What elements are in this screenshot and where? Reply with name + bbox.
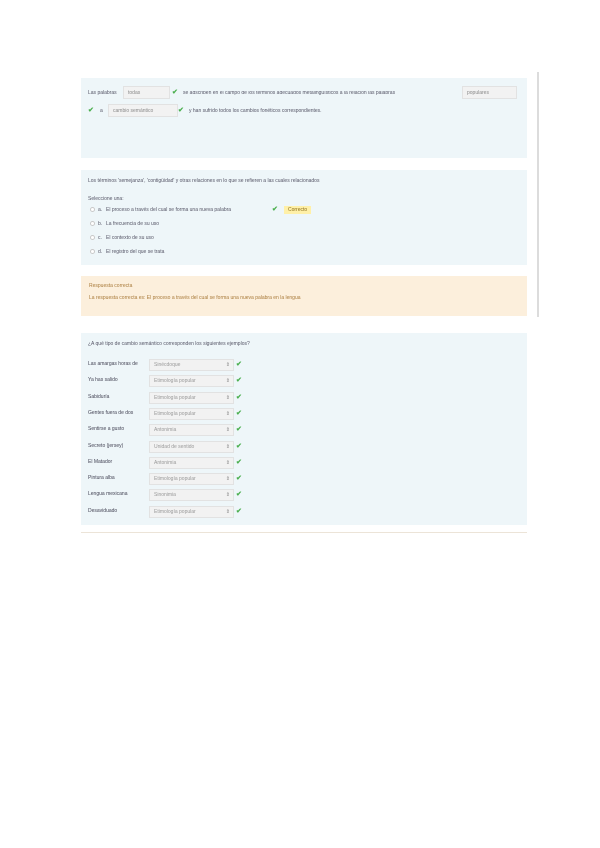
match-row-label: Desaviduado — [88, 508, 118, 514]
check-icon: ✔ — [236, 491, 242, 498]
option-b-letter: b. — [98, 221, 103, 227]
q1-line1-mid: se adscriben en el campo de los términos adecuados metalingüísticos a la relación las palabras — [183, 91, 396, 96]
divider — [81, 532, 527, 533]
match-row-select[interactable] — [149, 408, 234, 420]
q3-question: ¿A qué tipo de cambio semántico corresponden los siguientes ejemplos? — [88, 341, 250, 347]
q1-line1-prefix: Las palabras — [88, 90, 117, 96]
option-b-radio[interactable] — [90, 221, 95, 226]
match-row-select[interactable] — [149, 441, 234, 453]
match-row-label: Lengua mexicana — [88, 491, 128, 497]
q1-line2-suffix: y han sufrido todos los cambios fonéticos correspondientes. — [189, 108, 322, 114]
match-row-value: Etimología popular — [154, 476, 196, 482]
match-row-label: Secreto (jersey) — [88, 443, 124, 449]
match-row-label: Sabiduría — [88, 394, 110, 400]
match-row-select[interactable] — [149, 473, 234, 485]
match-row-label: Ya has salido — [88, 377, 118, 383]
q1-answer2-field[interactable]: populares — [462, 86, 517, 99]
dropdown-arrow-icon: ⇕ — [225, 411, 230, 417]
check-icon: ✔ — [178, 107, 184, 114]
dropdown-arrow-icon: ⇕ — [225, 492, 230, 498]
match-row-value: Etimología popular — [154, 378, 196, 384]
match-row-select[interactable] — [149, 506, 234, 518]
match-row-value: Unidad de sentido — [154, 444, 195, 450]
dropdown-arrow-icon: ⇕ — [225, 444, 230, 450]
check-icon: ✔ — [88, 107, 94, 114]
correct-badge: Correcto — [284, 206, 311, 214]
q2-select-label: Seleccione una: — [88, 196, 124, 202]
match-row-select[interactable] — [149, 489, 234, 501]
q1-answer3-field[interactable]: cambio semántico — [108, 104, 178, 117]
option-c-radio[interactable] — [90, 235, 95, 240]
check-icon: ✔ — [236, 508, 242, 515]
feedback-title: Respuesta correcta — [89, 283, 133, 289]
option-d-text[interactable]: El registro del que se trata — [106, 249, 165, 255]
option-b-text[interactable]: La frecuencia de su uso — [106, 221, 160, 227]
match-row-value: Antonimia — [154, 427, 177, 433]
match-row-select[interactable] — [149, 392, 234, 404]
match-row-select[interactable] — [149, 457, 234, 469]
option-c-letter: c. — [98, 235, 102, 241]
q2-question: Los términos 'semejanza', 'contigüidad' y otras relaciones en lo que se refieren a las cuales relacionados — [88, 178, 320, 184]
dropdown-arrow-icon: ⇕ — [225, 362, 230, 368]
match-row-value: Antonimia — [154, 460, 177, 466]
match-row-value: Etimología popular — [154, 509, 196, 515]
dropdown-arrow-icon: ⇕ — [225, 476, 230, 482]
match-row-value: Sinécdoque — [154, 362, 181, 368]
match-row-value: Etimología popular — [154, 395, 196, 401]
dropdown-arrow-icon: ⇕ — [225, 460, 230, 466]
match-row-select[interactable] — [149, 375, 234, 387]
match-row-select[interactable] — [149, 359, 234, 371]
match-row-value: Sinonimia — [154, 492, 176, 498]
match-row-label: Sentirse a gusto — [88, 426, 125, 432]
option-c-text[interactable]: El contexto de su uso — [106, 235, 154, 241]
match-row-label: Las amargas horas de — [88, 361, 138, 367]
match-row-label: Gentes fuera de dos — [88, 410, 134, 416]
question-card-3 — [81, 333, 527, 525]
dropdown-arrow-icon: ⇕ — [225, 378, 230, 384]
check-icon: ✔ — [172, 89, 178, 96]
dropdown-arrow-icon: ⇕ — [225, 427, 230, 433]
option-a-letter: a. — [98, 207, 103, 213]
option-d-letter: d. — [98, 249, 103, 255]
feedback-text: La respuesta correcta es: El proceso a través del cual se forma una nueva palabra en la lengua — [89, 295, 301, 301]
check-icon: ✔ — [236, 410, 242, 417]
check-icon: ✔ — [236, 443, 242, 450]
option-d-radio[interactable] — [90, 249, 95, 254]
scrollbar[interactable] — [537, 72, 539, 317]
check-icon: ✔ — [236, 459, 242, 466]
match-row-value: Etimología popular — [154, 411, 196, 417]
q1-line2-prefix: a — [100, 108, 103, 114]
match-row-label: El Matador — [88, 459, 113, 465]
dropdown-arrow-icon: ⇕ — [225, 395, 230, 401]
match-row-label: Pintura alba — [88, 475, 115, 481]
check-icon: ✔ — [236, 361, 242, 368]
check-icon: ✔ — [236, 475, 242, 482]
check-icon: ✔ — [272, 206, 278, 213]
option-a-radio[interactable] — [90, 207, 95, 212]
check-icon: ✔ — [236, 377, 242, 384]
match-row-select[interactable] — [149, 424, 234, 436]
q1-answer1-field[interactable]: todas — [123, 86, 170, 99]
dropdown-arrow-icon: ⇕ — [225, 509, 230, 515]
check-icon: ✔ — [236, 426, 242, 433]
option-a-text[interactable]: El proceso a través del cual se forma una nueva palabra — [106, 207, 232, 213]
check-icon: ✔ — [236, 394, 242, 401]
